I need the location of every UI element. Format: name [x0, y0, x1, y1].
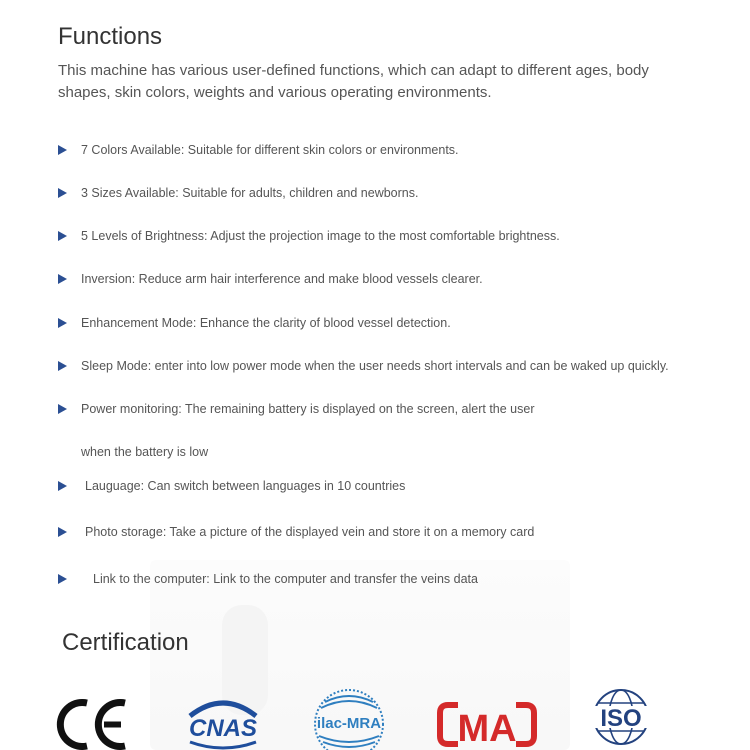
list-item-continuation: when the battery is low [81, 445, 209, 459]
svg-text:ISO: ISO [600, 705, 642, 732]
iso-logo-icon [584, 688, 658, 750]
list-item-text: Sleep Mode: enter into low power mode when the user needs short intervals and can be waked up quickly. [81, 359, 669, 373]
cma-logo-icon [436, 699, 538, 750]
functions-title: Functions [58, 23, 163, 50]
bullet-triangle-icon [58, 527, 67, 537]
list-item-text: 5 Levels of Brightness: Adjust the projection image to the most comfortable brightness. [81, 229, 560, 243]
bullet-triangle-icon [58, 318, 67, 328]
certification-title: Certification [62, 629, 189, 656]
ce-mark-icon [55, 699, 129, 750]
list-item-text: Lauguage: Can switch between languages in 10 countries [85, 479, 406, 493]
bullet-triangle-icon [58, 188, 67, 198]
bullet-triangle-icon [58, 145, 67, 155]
list-item-text: Photo storage: Take a picture of the displayed vein and store it on a memory card [85, 525, 535, 539]
list-item-text: Enhancement Mode: Enhance the clarity of blood vessel detection. [81, 316, 451, 330]
bullet-triangle-icon [58, 231, 67, 241]
bullet-triangle-icon [58, 481, 67, 491]
bullet-triangle-icon [58, 274, 67, 284]
svg-text:MA: MA [457, 708, 517, 750]
ilac-mra-logo-icon [311, 686, 387, 750]
list-item-text: Inversion: Reduce arm hair interference and make blood vessels clearer. [81, 272, 483, 286]
list-item-text: 7 Colors Available: Suitable for different skin colors or environments. [81, 143, 459, 157]
cnas-logo-icon [180, 694, 266, 750]
bullet-triangle-icon [58, 404, 67, 414]
bullet-triangle-icon [58, 574, 67, 584]
bullet-triangle-icon [58, 361, 67, 371]
svg-text:CNAS: CNAS [188, 715, 258, 742]
list-item-text: Link to the computer: Link to the computer and transfer the veins data [93, 572, 478, 586]
list-item-text: Power monitoring: The remaining battery is displayed on the screen, alert the user [81, 402, 535, 416]
list-item-text: 3 Sizes Available: Suitable for adults, children and newborns. [81, 186, 419, 200]
functions-intro: This machine has various user-defined functions, which can adapt to different ages, body shapes, skin colors, weights and various operating environments. [58, 62, 649, 101]
svg-text:ilac-MRA: ilac-MRA [316, 715, 382, 732]
